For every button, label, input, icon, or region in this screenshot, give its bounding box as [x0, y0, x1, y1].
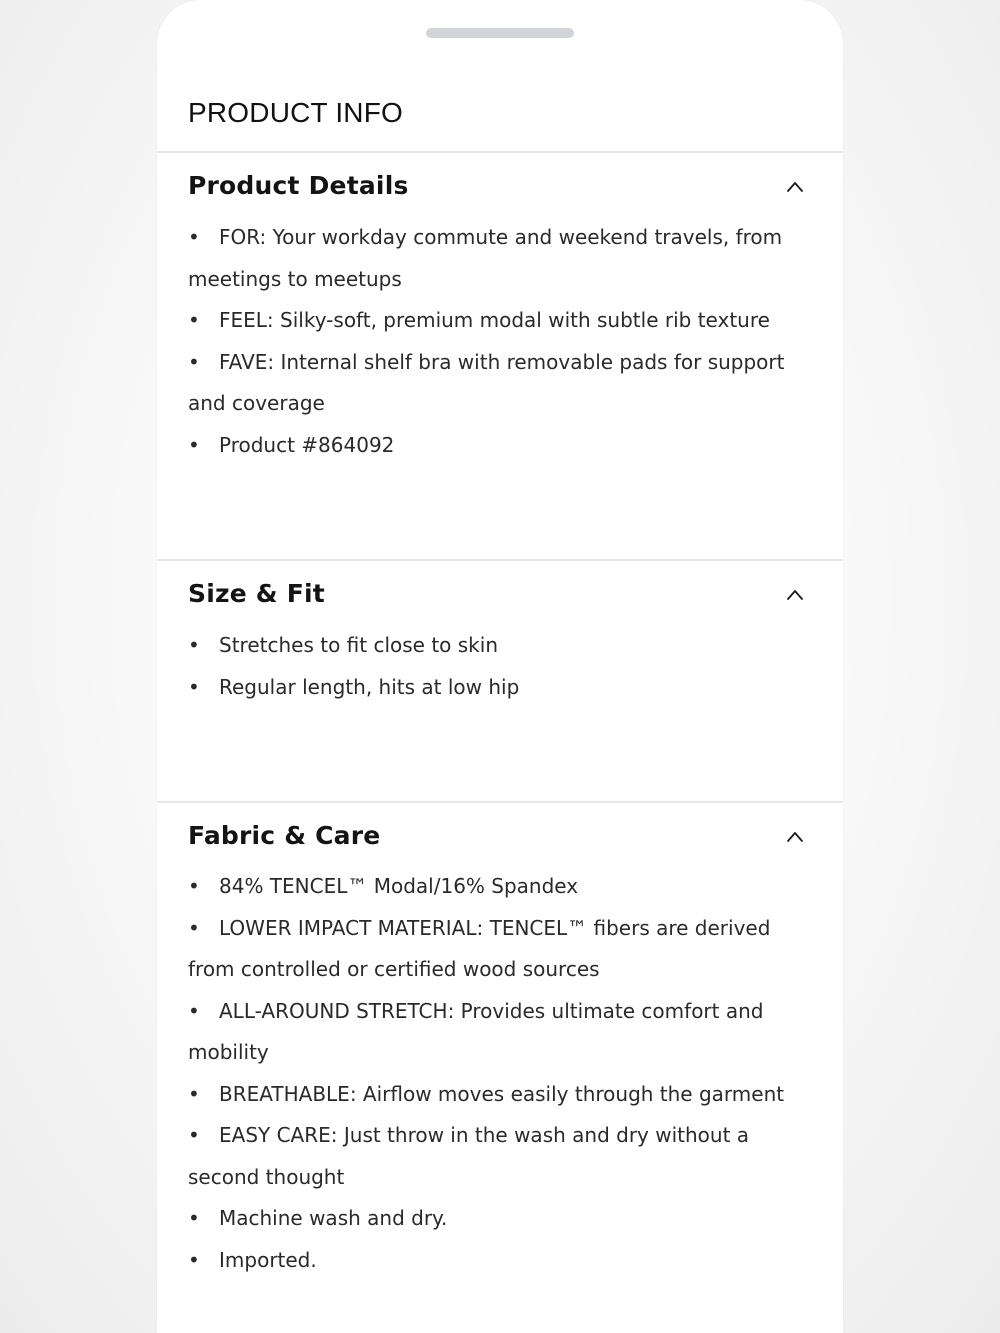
size-fit-section	[157, 559, 843, 708]
product-details-section	[157, 151, 843, 466]
product-details-title: Product Details	[188, 171, 409, 200]
list-item: • Stretches to fit close to skin	[188, 625, 813, 667]
size-fit-list	[157, 625, 843, 708]
fabric-care-title: Fabric & Care	[188, 821, 381, 850]
list-item: • Imported.	[188, 1240, 813, 1282]
list-item: • BREATHABLE: Airflow moves easily through the garment	[188, 1074, 813, 1116]
list-item: • 84% TENCEL™ Modal/16% Spandex	[188, 866, 813, 908]
fabric-care-section	[157, 801, 843, 1281]
fabric-care-list	[157, 866, 843, 1281]
list-item: • Regular length, hits at low hip	[188, 667, 813, 709]
size-fit-header[interactable]	[157, 561, 843, 633]
product-details-header[interactable]	[157, 153, 843, 225]
sheet-grab-handle[interactable]	[426, 28, 574, 38]
list-item: • FOR: Your workday commute and weekend travels, from meetings to meetups	[188, 217, 813, 300]
sheet-title: PRODUCT INFO	[188, 97, 403, 128]
fabric-care-header[interactable]	[157, 803, 843, 875]
list-item: • FEEL: Silky-soft, premium modal with subtle rib texture	[188, 300, 813, 342]
chevron-up-icon[interactable]	[786, 180, 804, 194]
list-item: • EASY CARE: Just throw in the wash and dry without a second thought	[188, 1115, 813, 1198]
list-item: • LOWER IMPACT MATERIAL: TENCEL™ fibers are derived from controlled or certified wood sources	[188, 908, 813, 991]
size-fit-title: Size & Fit	[188, 579, 325, 608]
chevron-up-icon[interactable]	[786, 588, 804, 602]
list-item: • Machine wash and dry.	[188, 1198, 813, 1240]
product-details-list	[157, 217, 843, 466]
list-item: • FAVE: Internal shelf bra with removable pads for support and coverage	[188, 342, 813, 425]
list-item: • Product #864092	[188, 425, 813, 467]
list-item: • ALL-AROUND STRETCH: Provides ultimate comfort and mobility	[188, 991, 813, 1074]
chevron-up-icon[interactable]	[786, 830, 804, 844]
product-info-sheet	[157, 0, 843, 1333]
